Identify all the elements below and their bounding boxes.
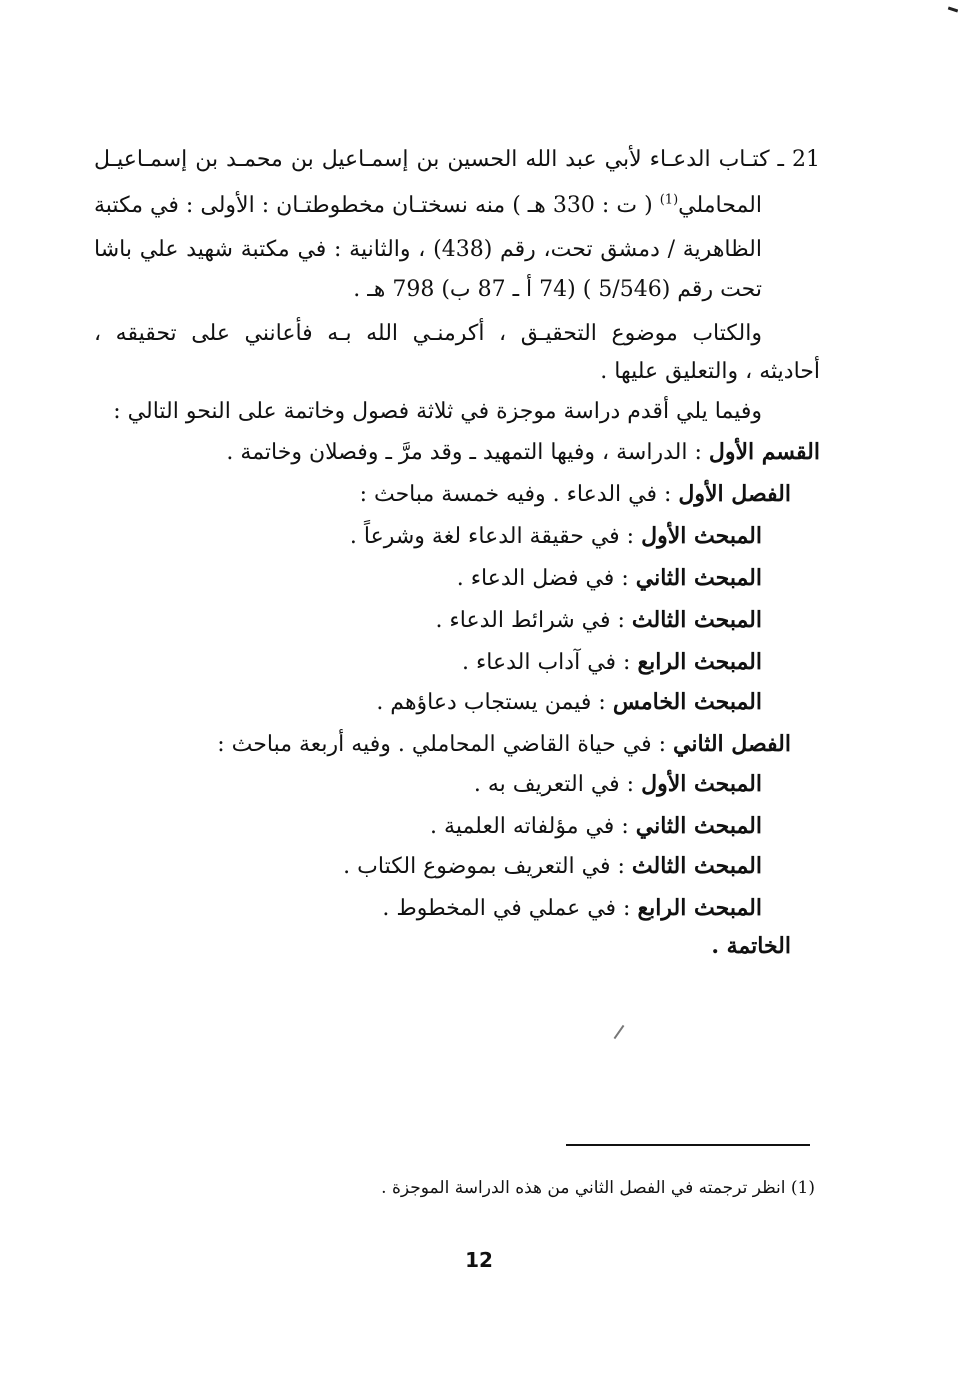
- footnote-marker: (1): [790, 1178, 815, 1198]
- chapter-one-topic-2: [457, 558, 762, 598]
- topic-label: المبحث الثاني: [635, 813, 762, 839]
- topic-text: : في شرائط الدعاء .: [435, 608, 632, 633]
- topic-label: المبحث الرابع: [637, 895, 762, 921]
- chapter-two-heading: [217, 724, 791, 764]
- chapter-one-topic-5: [376, 682, 762, 722]
- topic-label: المبحث الخامس: [612, 689, 762, 715]
- chapter-one-label: الفصل الأول: [678, 481, 791, 507]
- chapter-two-topic-3: [343, 846, 762, 886]
- section-one: [226, 432, 820, 472]
- section-one-text: : الدراسة ، وفيها التمهيد ـ وقد مرَّ ـ وفصلان وخاتمة .: [226, 440, 709, 465]
- book-line-2: أحاديثه ، والتعليق عليها .: [600, 359, 820, 384]
- topic-label: المبحث الأول: [641, 523, 762, 549]
- plan-intro: وفيما يلي أقدم دراسة موجزة في ثلاثة فصول وخاتمة على النحو التالي :: [113, 399, 762, 424]
- intro-line-3: الظاهرية / دمشق تحت، رقم (438) ، والثانية : في مكتبة شهيد علي باشا: [94, 237, 762, 262]
- chapter-two-label: الفصل الثاني: [673, 731, 791, 757]
- chapter-two-topic-1: [474, 764, 762, 804]
- scan-mark: [948, 7, 958, 13]
- intro-line-4: تحت رقم (5/546 ) (74 أ ـ 87 ب) 798 هـ .: [353, 277, 762, 302]
- chapter-two-topic-2: [430, 806, 762, 846]
- chapter-one-topic-3: [435, 600, 762, 640]
- chapter-one-topic-1: [350, 516, 762, 556]
- page-number: 12: [465, 1248, 493, 1272]
- chapter-one-text: : في الدعاء . وفيه خمسة مباحث :: [359, 482, 679, 507]
- footnote-text: انظر ترجمته في الفصل الثاني من هذه الدراسة الموجزة .: [381, 1178, 786, 1198]
- topic-label: المبحث الثالث: [631, 607, 762, 633]
- topic-label: المبحث الثالث: [631, 853, 762, 879]
- topic-text: : في حقيقة الدعاء لغة وشرعاً .: [349, 524, 642, 549]
- intro-line-1: 21 ـ كتـاب الدعـاء لأبي عبد الله الحسين بن إسمـاعيل بن محمـد بن إسمـاعيـل: [94, 147, 820, 172]
- chapter-two-topic-4: [382, 888, 762, 928]
- chapter-one-topic-4: [462, 642, 762, 682]
- topic-text: : في فضل الدعاء .: [456, 566, 636, 591]
- conclusion: الخاتمة .: [711, 933, 791, 959]
- topic-text: : فيمن يستجاب دعاؤهم .: [376, 690, 613, 715]
- topic-text: : في آداب الدعاء .: [461, 650, 638, 675]
- topic-label: المبحث الأول: [641, 771, 762, 797]
- intro-author-name: المحاملي: [678, 193, 762, 218]
- footnote-divider: [566, 1144, 810, 1146]
- footnote: [381, 1173, 815, 1203]
- stray-mark: [614, 1025, 625, 1039]
- section-one-label: القسم الأول: [708, 439, 820, 465]
- topic-text: : في التعريف بموضوع الكتاب .: [343, 854, 632, 879]
- topic-label: المبحث الثاني: [635, 565, 762, 591]
- topic-text: : في التعريف به .: [473, 772, 642, 797]
- intro-line-2-rest: ( ت : 330 هـ ) منه نسختـان مخطوطتـان : الأولى : في مكتبة: [94, 193, 660, 218]
- topic-label: المبحث الرابع: [637, 649, 762, 675]
- chapter-two-text: : في حياة القاضي المحاملي . وفيه أربعة مباحث :: [217, 732, 674, 757]
- footnote-reference: (1): [659, 192, 679, 208]
- topic-text: : في مؤلفاته العلمية .: [430, 814, 636, 839]
- book-line-1: والكتاب موضوع التحقيـق ، أكرمنـي الله بـه فأعانني على تحقيقه ،: [94, 321, 762, 346]
- topic-text: : في عملي في المخطوط .: [382, 896, 638, 921]
- intro-line-2: [94, 186, 762, 226]
- chapter-one-heading: [360, 474, 791, 514]
